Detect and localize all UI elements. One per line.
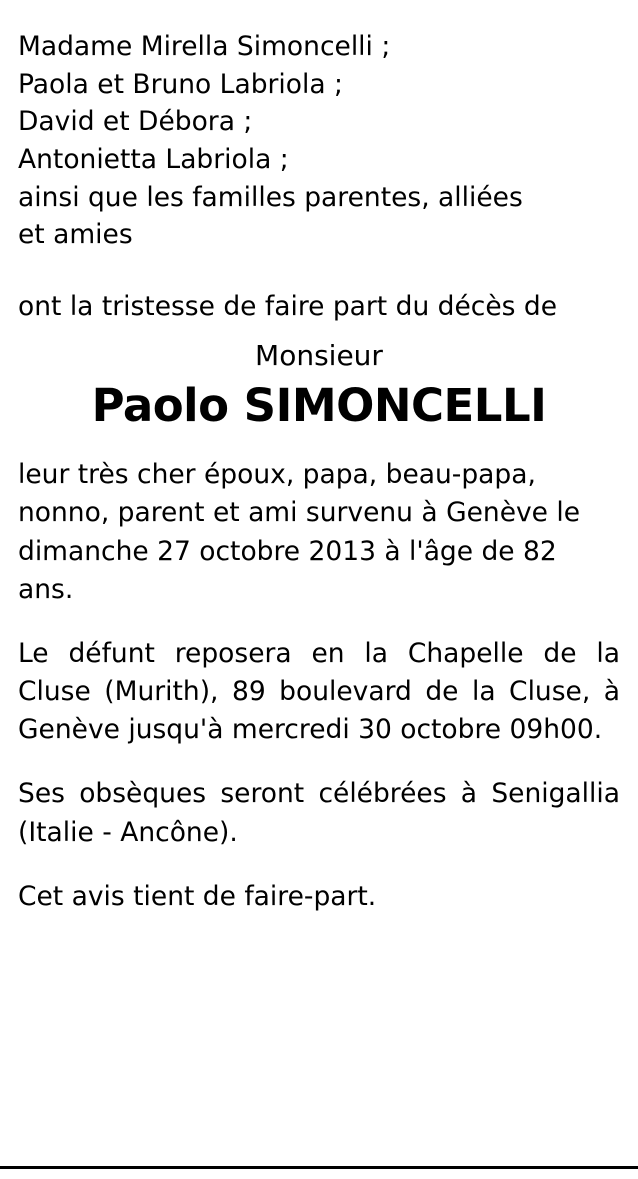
announcement-intro: ont la tristesse de faire part du décès de (18, 290, 558, 322)
list-item: ainsi que les familles parentes, alliées (18, 181, 523, 213)
paragraph-resting-place: Le défunt reposera en la Chapelle de la Cluse (Murith), 89 boulevard de la Cluse, à Genève jusqu'à mercredi 30 octobre 09h00. (18, 637, 620, 746)
deceased-last-name: SIMONCELLI (243, 379, 547, 433)
deceased-name (18, 379, 620, 432)
list-item: et amies (18, 219, 133, 251)
list-item: Antonietta Labriola ; (18, 143, 289, 175)
honorific-title: Monsieur (255, 339, 383, 373)
paragraph-funeral: Ses obsèques seront célébrées à Senigallia (Italie - Ancône). (18, 778, 620, 848)
paragraph-notice-statement: Cet avis tient de faire-part. (18, 880, 377, 912)
paragraph-relationship: leur très cher époux, papa, beau-papa, nonno, parent et ami survenu à Genève le dimanche 27 octobre 2013 à l'âge de 82 ans. (18, 459, 581, 605)
list-item: David et Débora ; (18, 106, 253, 138)
list-item: Paola et Bruno Labriola ; (18, 68, 343, 100)
spacer (18, 254, 620, 288)
family-list (18, 28, 620, 254)
deceased-first-name: Paolo (91, 379, 244, 433)
bottom-divider (0, 1166, 638, 1169)
list-item: Madame Mirella Simoncelli ; (18, 31, 391, 62)
